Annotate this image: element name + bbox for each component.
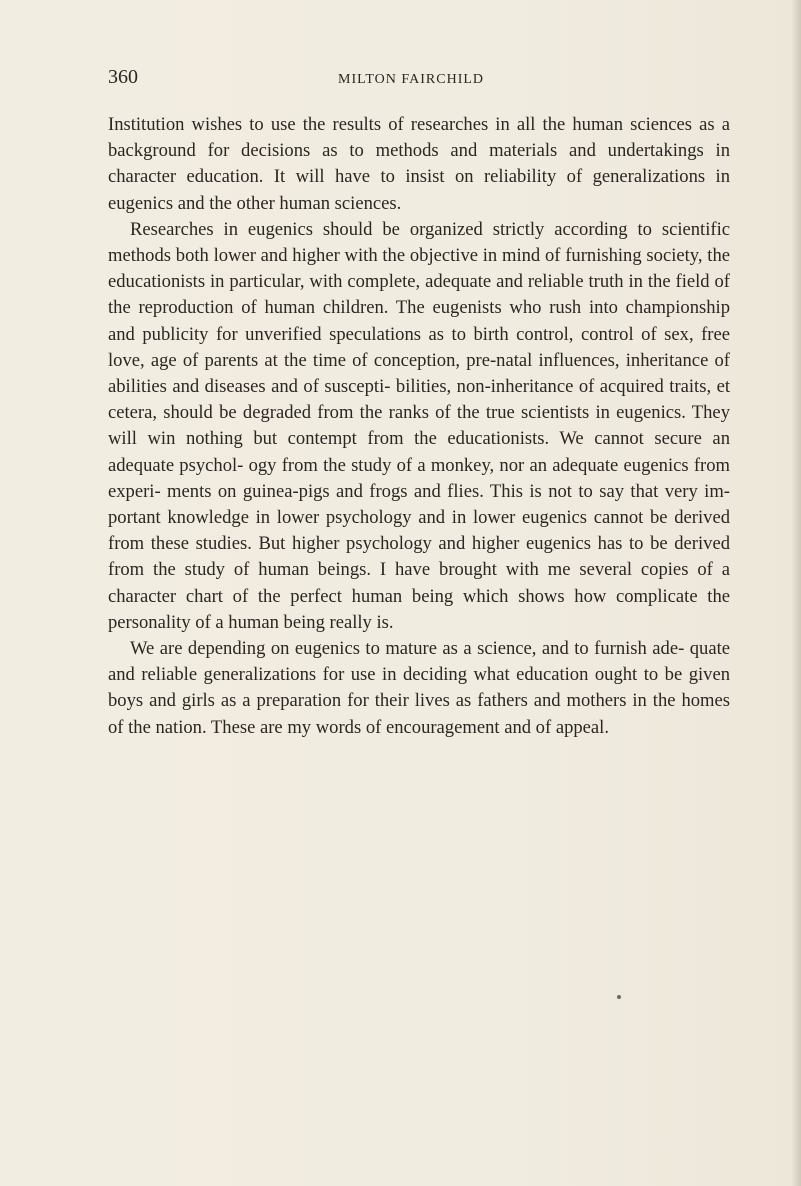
running-head: MILTON FAIRCHILD [338, 72, 485, 87]
page-number: 360 [108, 66, 138, 88]
paragraph-1: Institution wishes to use the results of researches in all the human sciences as a background for decisions as to methods and materials and undertakings in character education. It will have to insist on reliability of generalizations in eugenics and the other human sciences. [108, 114, 730, 214]
paragraph-3: We are depending on eugenics to mature as a science, and to furnish ade- quate and reliable generalizations for use in deciding what education ought to be given boys and girls as a preparation for their lives as fathers and mothers in the homes of the nation. These are my words of encouragement and of appeal. [108, 638, 730, 738]
ink-speck [617, 995, 621, 999]
page-edge-shadow [791, 0, 801, 1186]
page-header [108, 66, 728, 96]
paragraph-2: Researches in eugenics should be organized strictly according to scientific methods both lower and higher with the objective in mind of furnishing society, the educationists in particular, with complete, adequate and reliable truth in the field of the reproduction of human children. The eugenists who rush into championship and publicity for unverified speculations as to birth control, control of sex, free love, age of parents at the time of conception, pre-natal influences, inheritance of abilities and diseases and of suscepti- bilities, non-inheritance of acquired traits, et cetera, should be degraded from the ranks of the true scientists in eugenics. They will win nothing but contempt from the educationists. We cannot secure an adequate psychol- ogy from the study of a monkey, nor an adequate eugenics from experi- ments on guinea-pigs and frogs and flies. This is not to say that very im- portant knowledge in lower psychology and in lower eugenics cannot be derived from these studies. But higher psychology and higher eugenics has to be derived from the study of human beings. I have brought with me several copies of a character chart of the perfect human being which shows how complicate the personality of a human being really is. [108, 218, 730, 633]
body-text [108, 112, 730, 741]
